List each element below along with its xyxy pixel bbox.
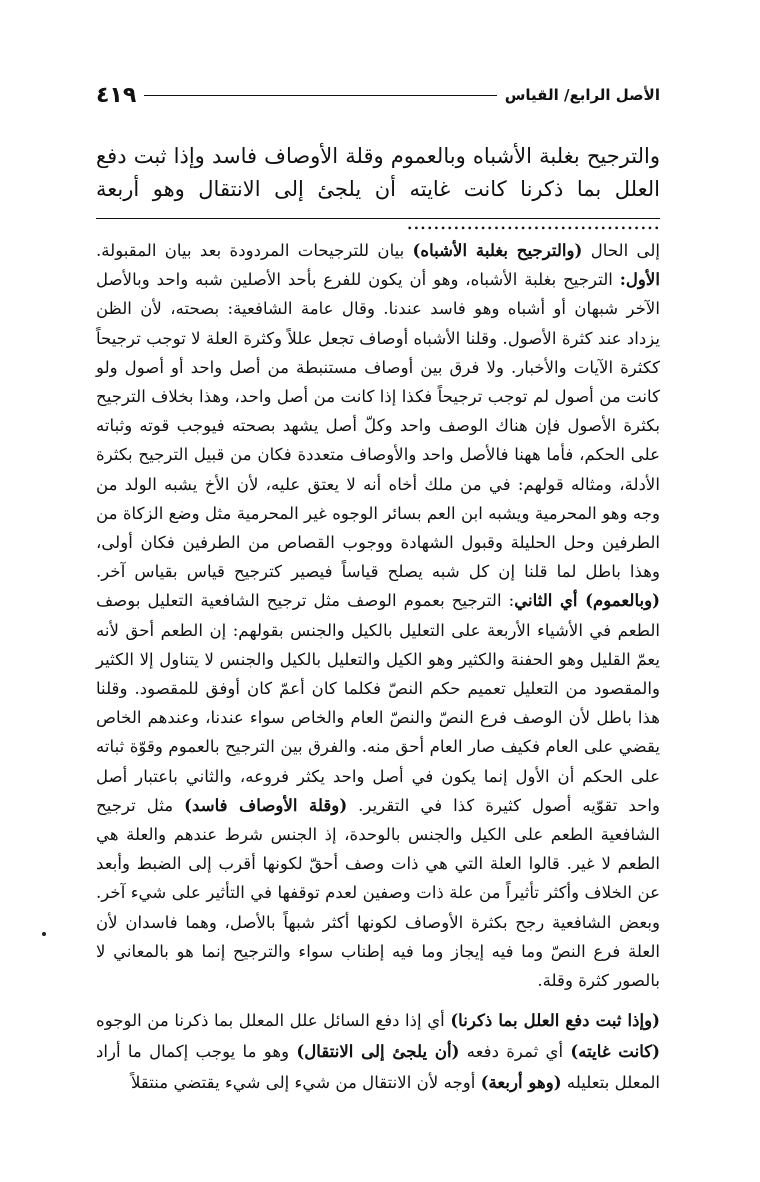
- quoted-matn-phrase: (كانت غايته): [570, 1041, 661, 1062]
- commentary-text: أي ثمرة دفعه: [459, 1042, 571, 1062]
- running-header: [96, 82, 660, 108]
- matn-text-block: [96, 140, 660, 239]
- quoted-matn-phrase: (أن يلجئ إلى الانتقال): [296, 1041, 460, 1062]
- page-number: ٤١٩: [96, 82, 137, 108]
- commentary-text: إلى الحال: [582, 241, 660, 260]
- chapter-title: الأصل الرابع/ القياس: [504, 86, 660, 104]
- matn-ellipsis: ......................................: [406, 210, 660, 234]
- commentary-text: : الترجيح بعموم الوصف مثل ترجيح الشافعية التعليل بوصف الطعم في الأشياء الأربعة على التعليل بالكيل والجنس بقولهم: إن الطعم أحق لأنه يعمّ القليل وهو الحفنة والكثير وهو الكيل والتعليل بالكيل والجنس لا يتناول إلا الكثير والمقصود من التعليل تعميم حكم النصّ فكلما كان أعمّ كان أوفق للمقصود. وقلنا هذا باطل لأن الوصف فرع النصّ والنصّ العام والخاص سواء عندنا، وعندهم الخاص يقضي على العام فكيف صار العام أحق منه. والفرق بين الترجيح بالعموم وقوّة ثباته على الحكم أن الأول إنما يكون في أصل واحد يكثر فروعه، والثاني باعتبار أصل واحد تقوّيه أصول كثيرة كذا في التقرير.: [96, 591, 660, 815]
- text-separator: [96, 218, 660, 219]
- quoted-matn-phrase: (وإذا ثبت دفع العلل بما ذكرنا): [450, 1010, 661, 1031]
- commentary-block: [96, 236, 660, 1098]
- commentary-text: الترجيح بغلبة الأشباه، وهو أن يكون للفرع بأحد الأصلين شبه واحد وبالأصل الآخر شبهان أو أشباه وهو فاسد عندنا. وقال عامة الشافعية: بصحته، لأن الظن يزداد عند كثرة الأصول. وقلنا الأشباه أوصاف تجعل عللاً وكثرة العلة لا توجب ترجيحاً ككثرة الآيات والأخبار. ولا فرق بين أوصاف مستنبطة من أصل واحد أو أصول ولو كانت من أصول لم توجب ترجيحاً فكذا إذا كانت من أصل واحد، وهذا بخلاف الترجيح بكثرة الأصول فإن هناك الوصف واحد وكلّ أصل يشهد بصحته فيوجب قوته وثباته على الحكم، فأما ههنا فالأصل واحد والأوصاف متعددة فكان من قبيل الترجيح بكثرة الأدلة، ومثاله قولهم: في من ملك أخاه أنه لا يعتق عليه، لأن الأخ يشبه الولد من وجه وهو المحرمية ويشبه ابن العم بسائر الوجوه غير المحرمية مثل وضع الزكاة من الطرفين وحل الحليلة وقبول الشهادة ووجوب القصاص من الطرفين فكان أولى، وهذا باطل لما قلنا إن كل شبه يصلح قياساً فيصير كترجيح قياس بقياس آخر.: [96, 270, 660, 582]
- commentary-paragraph: [96, 236, 660, 995]
- header-rule: [144, 95, 496, 96]
- commentary-text: أوجه لأن الانتقال من شيء إلى شيء يقتضي منتقلاً: [130, 1073, 481, 1093]
- commentary-text: أي إذا دفع السائل علل المعلل بما ذكرنا من الوجوه: [96, 1011, 451, 1031]
- margin-mark: [42, 932, 46, 936]
- matn-text: والترجيح بغلبة الأشباه وبالعموم وقلة الأوصاف فاسد وإذا ثبت دفع العلل بما ذكرنا كانت غايته أن يلجئ إلى الانتقال وهو أربعة: [96, 144, 660, 201]
- commentary-text: مثل ترجيح الشافعية الطعم على الكيل والجنس بالوحدة، إذ الجنس شرط عندهم والعلة هي الطعم لا غير. قالوا العلة التي هي ذات وصف أحقّ لكونها أقرب إلى الضبط وأبعد عن الخلاف وأكثر تأثيراً من علة ذات وصفين لعدم توقفها في التأثير على شيء آخر. وبعض الشافعية رجح بكثرة الأوصاف لكونها أكثر شبهاً بالأصل، وهما فاسدان لأن العلة فرع النصّ وما فيه إيجاز وما فيه إطناب سواء والترجيح إنما هو بالمعاني لا بالصور كثرة وقلة.: [96, 795, 660, 991]
- commentary-paragraph: [96, 1005, 660, 1098]
- commentary-text: وهو ما يوجب إكمال ما أراد المعلل بتعليله: [96, 1042, 660, 1093]
- quoted-matn-phrase: (وهو أربعة): [480, 1072, 562, 1093]
- commentary-text: بيان للترجيحات المردودة بعد بيان المقبولة.: [96, 241, 413, 260]
- quoted-matn-phrase: (وقلة الأوصاف فاسد): [184, 794, 348, 815]
- quoted-matn-phrase: (والترجيح بغلبة الأشباه): [412, 240, 583, 260]
- quoted-matn-phrase: الأول:: [619, 269, 660, 290]
- quoted-matn-phrase: (وبالعموم) أي الثاني: [514, 590, 660, 611]
